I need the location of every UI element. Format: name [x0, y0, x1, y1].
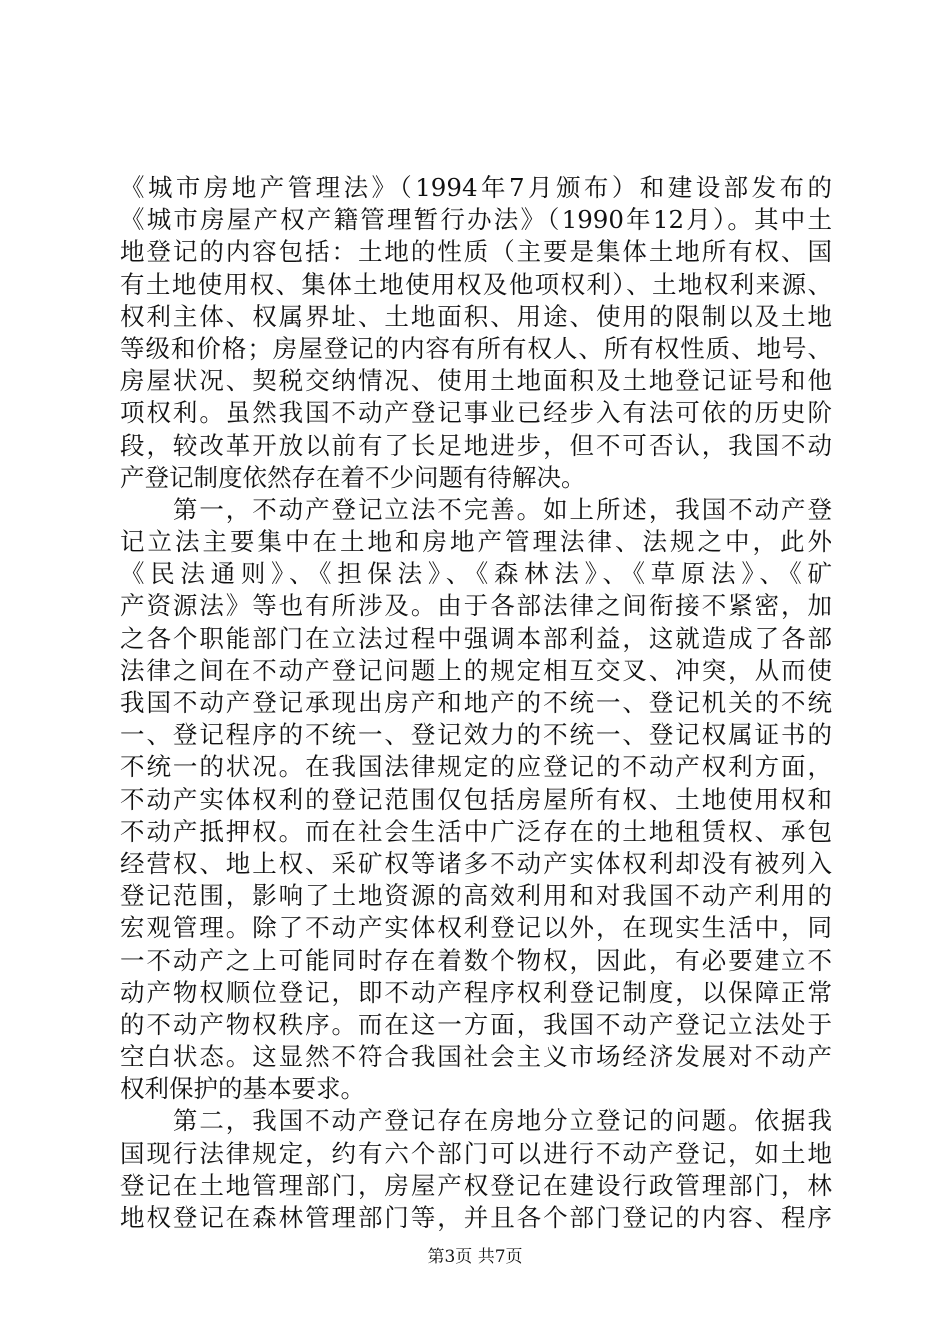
text-line: 登记范围，影响了土地资源的高效利用和对我国不动产利用的 — [120, 881, 832, 911]
text-line: 的不动产物权秩序。而在这一方面，我国不动产登记立法处于 — [120, 1009, 832, 1039]
text-line: 动产物权顺位登记，即不动产程序权利登记制度，以保障正常 — [120, 977, 832, 1007]
text-line: 《城市房屋产权产籍管理暂行办法》（1990年12月）。其中土 — [120, 205, 832, 235]
text-line: 国现行法律规定，约有六个部门可以进行不动产登记，如土地 — [120, 1138, 832, 1168]
body-text — [120, 172, 832, 1234]
text-line: 空白状态。这显然不符合我国社会主义市场经济发展对不动产 — [120, 1042, 832, 1072]
text-line: 《民法通则》、《担保法》、《森林法》、《草原法》、《矿 — [120, 559, 832, 589]
text-line: 第二，我国不动产登记存在房地分立登记的问题。依据我 — [120, 1106, 832, 1136]
text-line: 产资源法》等也有所涉及。由于各部法律之间衔接不紧密，加 — [120, 591, 832, 621]
text-line: 段，较改革开放以前有了长足地进步，但不可否认，我国不动 — [120, 430, 832, 460]
text-line: 之各个职能部门在立法过程中强调本部利益，这就造成了各部 — [120, 623, 832, 653]
page-footer: 第3页 共7页 — [427, 1247, 523, 1267]
text-line: 地权登记在森林管理部门等，并且各个部门登记的内容、程序 — [120, 1203, 832, 1232]
text-line: 宏观管理。除了不动产实体权利登记以外，在现实生活中，同 — [120, 913, 832, 943]
text-line: 登记在土地管理部门，房屋产权登记在建设行政管理部门，林 — [120, 1170, 832, 1200]
text-line: 《城市房地产管理法》（1994年7月颁布）和建设部发布的 — [120, 173, 832, 202]
text-line: 有土地使用权、集体土地使用权及他项权利）、土地权利来源、 — [120, 269, 832, 299]
text-line: 法律之间在不动产登记问题上的规定相互交叉、冲突，从而使 — [120, 655, 832, 685]
text-line: 记立法主要集中在土地和房地产管理法律、法规之中，此外 — [120, 527, 832, 557]
text-line: 权利保护的基本要求。 — [120, 1074, 365, 1104]
text-line: 不动产抵押权。而在社会生活中广泛存在的土地租赁权、承包 — [120, 816, 832, 846]
text-line: 产登记制度依然存在着不少问题有待解决。 — [120, 462, 586, 492]
text-line: 第一，不动产登记立法不完善。如上所述，我国不动产登 — [120, 494, 832, 524]
text-line: 不动产实体权利的登记范围仅包括房屋所有权、土地使用权和 — [120, 784, 832, 814]
text-line: 一、登记程序的不统一、登记效力的不统一、登记权属证书的 — [120, 720, 832, 750]
text-line: 权利主体、权属界址、土地面积、用途、使用的限制以及土地 — [120, 301, 832, 331]
text-line: 经营权、地上权、采矿权等诸多不动产实体权利却没有被列入 — [120, 848, 832, 878]
text-line: 项权利。虽然我国不动产登记事业已经步入有法可依的历史阶 — [120, 398, 832, 428]
text-line: 等级和价格；房屋登记的内容有所有权人、所有权性质、地号、 — [120, 333, 832, 363]
text-line: 我国不动产登记承现出房产和地产的不统一、登记机关的不统 — [120, 688, 832, 717]
text-line: 地登记的内容包括：土地的性质（主要是集体土地所有权、国 — [120, 237, 832, 267]
text-line: 一不动产之上可能同时存在着数个物权，因此，有必要建立不 — [120, 945, 832, 975]
text-line: 不统一的状况。在我国法律规定的应登记的不动产权利方面， — [120, 752, 832, 782]
text-line: 房屋状况、契税交纳情况、使用土地面积及土地登记证号和他 — [120, 366, 832, 396]
